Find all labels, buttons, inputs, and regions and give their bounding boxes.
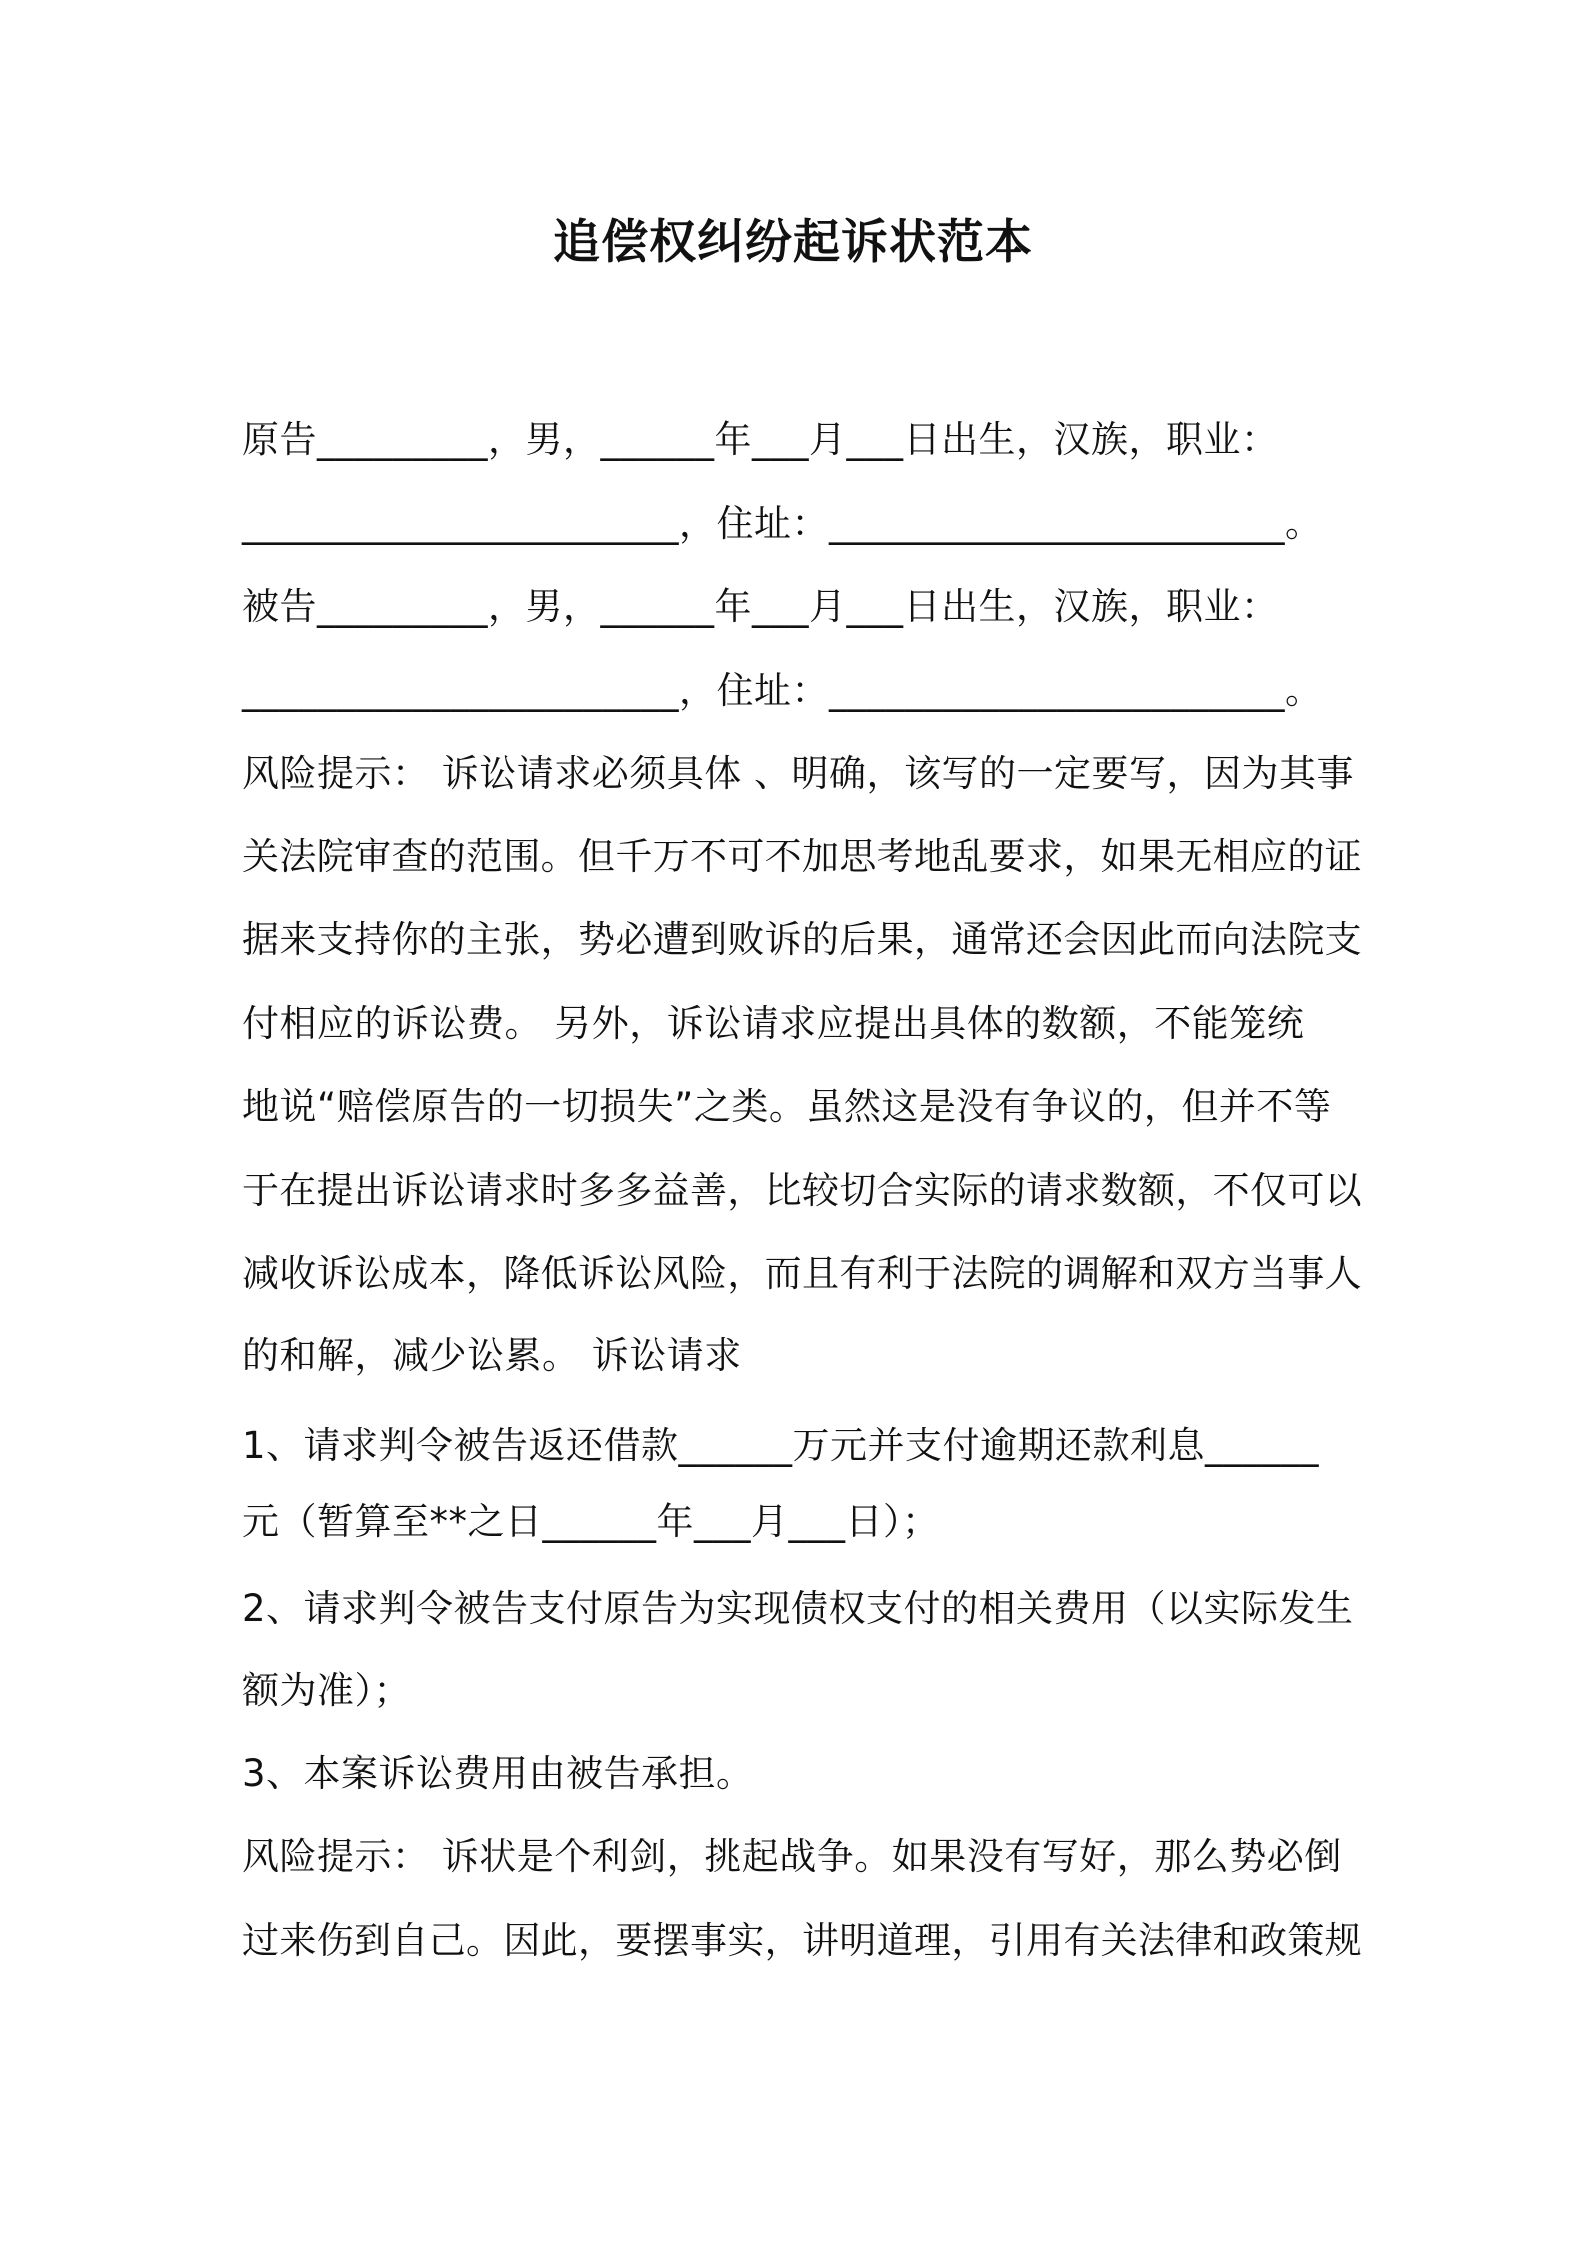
risk-note-line: 地说“赔偿原告的一切损失”之类。虽然这是没有争议的，但并不等	[242, 1085, 1332, 1128]
risk-note-2-line: 风险提示： 诉状是个利剑，挑起战争。如果没有写好，那么势必倒	[242, 1835, 1342, 1878]
risk-note-line: 减收诉讼成本，降低诉讼风险，而且有利于法院的调解和双方当事人	[242, 1252, 1362, 1295]
defendant-line-1: 被告_________，男，______年___月___日出生，汉族，职业：	[242, 585, 1279, 628]
claim-2-line-1: 2、请求判令被告支付原告为实现债权支付的相关费用（以实际发生	[242, 1587, 1354, 1630]
defendant-line-2: _______________________，住址：________________________。	[242, 669, 1323, 712]
risk-note-line: 付相应的诉讼费。 另外，诉讼请求应提出具体的数额，不能笼统	[242, 1002, 1305, 1045]
risk-note-line: 风险提示： 诉讼请求必须具体 、明确，该写的一定要写，因为其事	[242, 752, 1355, 795]
risk-note-line: 据来支持你的主张，势必遭到败诉的后果，通常还会因此而向法院支	[242, 918, 1362, 961]
risk-note-line: 关法院审查的范围。但千万不可不加思考地乱要求，如果无相应的证	[242, 835, 1362, 878]
document-title: 追偿权纠纷起诉状范本	[553, 215, 1033, 270]
risk-note-2-line: 过来伤到自己。因此，要摆事实，讲明道理，引用有关法律和政策规	[242, 1919, 1362, 1962]
plaintiff-line-2: _______________________，住址：________________________。	[242, 502, 1323, 545]
claim-1-line-1: 1、请求判令被告返还借款______万元并支付逾期还款利息______	[242, 1424, 1320, 1467]
claim-2-line-2: 额为准）；	[242, 1669, 411, 1712]
risk-note-line: 于在提出诉讼请求时多多益善，比较切合实际的请求数额，不仅可以	[242, 1169, 1362, 1212]
plaintiff-line-1: 原告_________，男，______年___月___日出生，汉族，职业：	[242, 418, 1279, 461]
claim-3-line: 3、本案诉讼费用由被告承担。	[242, 1752, 754, 1795]
claim-1-line-2: 元（暂算至**之日______年___月___日）；	[242, 1500, 940, 1543]
risk-note-line: 的和解，减少讼累。 诉讼请求	[242, 1334, 742, 1377]
